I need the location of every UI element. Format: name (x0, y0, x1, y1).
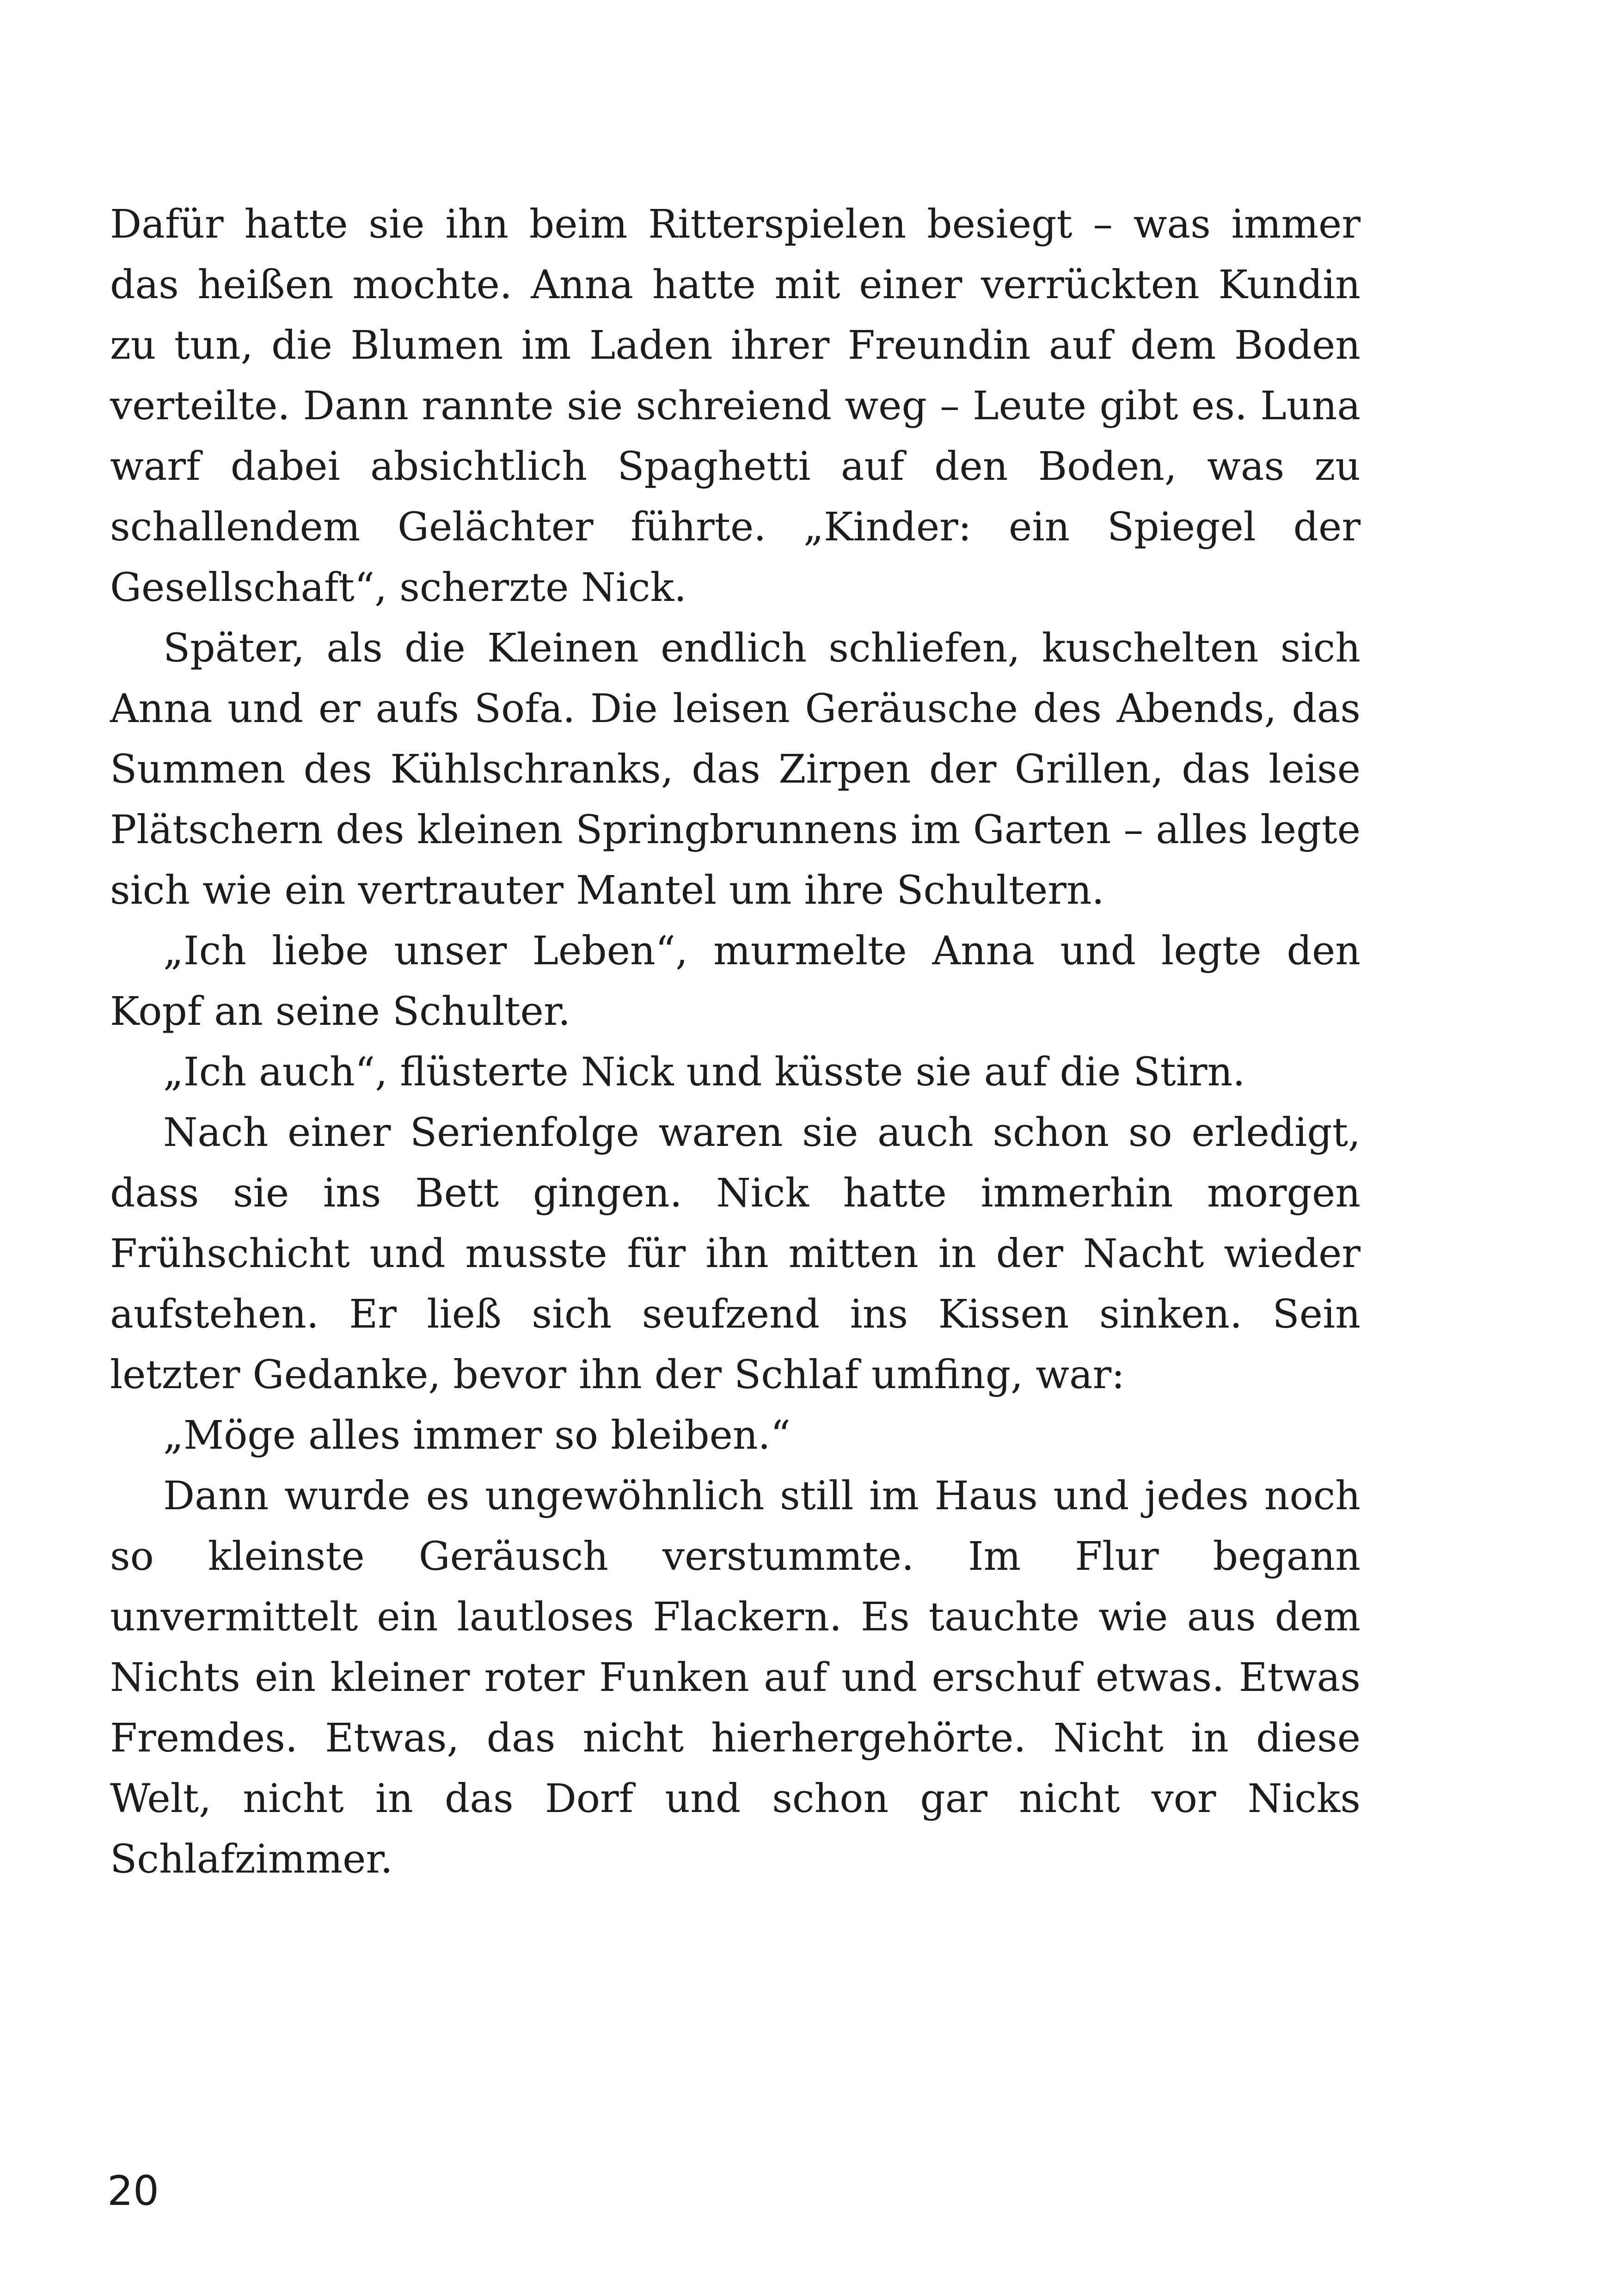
paragraph-7: Dann wurde es ungewöhnlich still im Haus und jedes noch so kleinste Geräusch verstummte. Im Flur begann unvermittelt ein lautloses Flackern. Es tauchte wie aus dem Nichts ein kleiner roter Funken auf und erschuf etwas. Etwas Fremdes. Etwas, das nicht hierhergehörte. Nicht in diese Welt, nicht in das Dorf und schon gar nicht vor Nicks Schlafzimmer. (110, 1473, 1361, 1882)
paragraph-5: Nach einer Serienfolge waren sie auch schon so erledigt, dass sie ins Bett gingen. Nick hatte immerhin morgen Frühschicht und musste für ihn mitten in der Nacht wieder aufstehen. Er ließ sich seufzend ins Kissen sinken. Sein letzter Gedanke, bevor ihn der Schlaf umfing, war: (110, 1110, 1361, 1398)
page-number: 20 (107, 2167, 159, 2215)
body-text (110, 194, 1361, 1890)
paragraph-6: „Möge alles immer so bleiben.“ (163, 1413, 791, 1458)
paragraph-1: Dafür hatte sie ihn beim Ritterspielen besiegt – was immer das heißen mochte. Anna hatte mit einer verrückten Kundin zu tun, die Blumen im Laden ihrer Freundin auf dem Boden verteilte. Dann rannte sie schreiend weg – Leute gibt es. Luna warf dabei absichtlich Spaghetti auf den Boden, was zu schallendem Gelächter führte. „Kinder: ein Spiegel der Gesellschaft“, scherzte Nick. (110, 202, 1361, 611)
paragraph-3: „Ich liebe unser Leben“, murmelte Anna und legte den Kopf an seine Schulter. (110, 928, 1361, 1035)
paragraph-2: Später, als die Kleinen endlich schliefen, kuschelten sich Anna und er aufs Sofa. Die leisen Geräusche des Abends, das Summen des Kühlschranks, das Zirpen der Grillen, das leise Plätschern des kleinen Springbrunnens im Garten – alles legte sich wie ein vertrauter Mantel um ihre Schultern. (110, 625, 1361, 913)
paragraph-4: „Ich auch“, flüsterte Nick und küsste sie auf die Stirn. (163, 1049, 1245, 1095)
